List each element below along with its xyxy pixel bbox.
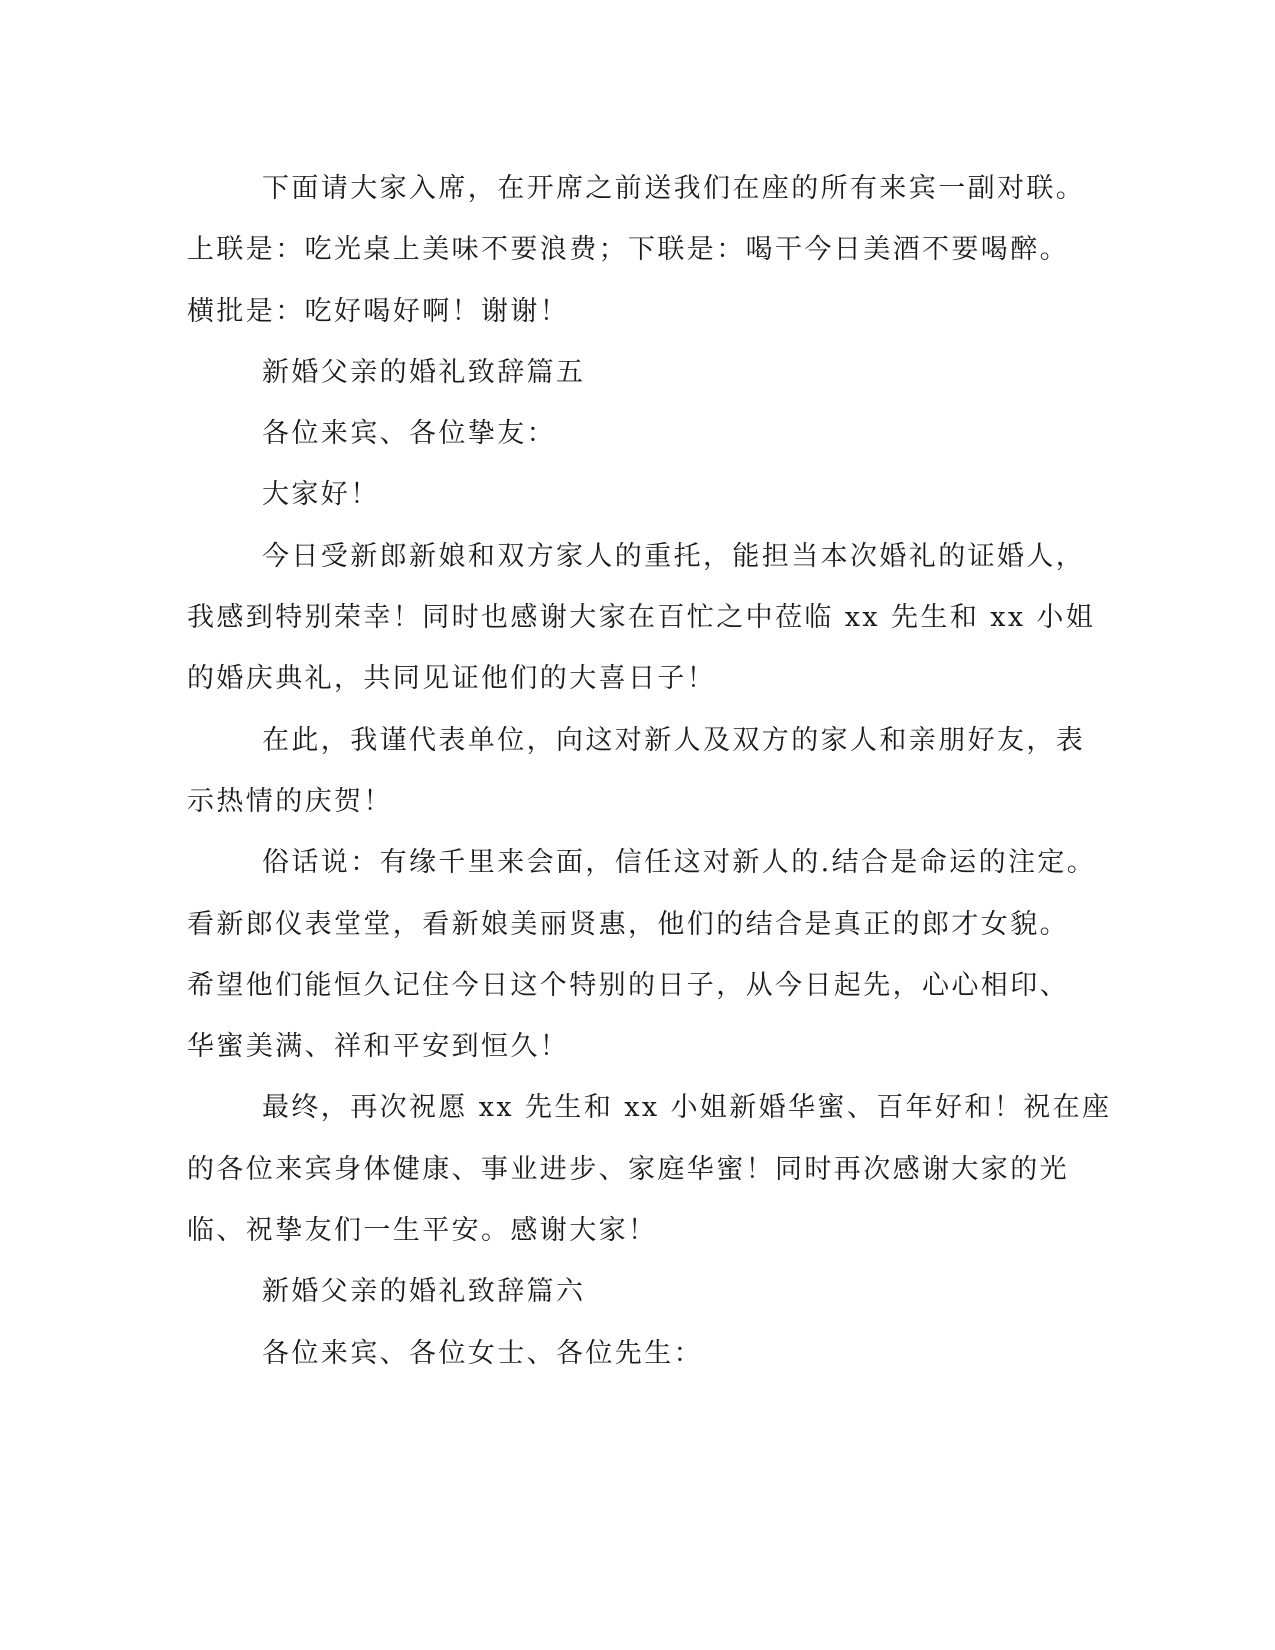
text-line: 看新郎仪表堂堂，看新娘美丽贤惠，他们的结合是真正的郎才女貌。 <box>187 908 1069 940</box>
text-line: 最终，再次祝愿 xx 先生和 xx 小姐新婚华蜜、百年好和！祝在座 <box>262 1092 1112 1124</box>
text-line: 在此，我谨代表单位，向这对新人及双方的家人和亲朋好友，表 <box>262 724 1086 756</box>
text-line: 俗话说：有缘千里来会面，信任这对新人的.结合是命运的注定。 <box>262 847 1097 879</box>
greeting: 大家好！ <box>262 479 380 511</box>
text-line: 上联是：吃光桌上美味不要浪费；下联是：喝干今日美酒不要喝醉。 <box>187 234 1069 266</box>
salutation: 各位来宾、各位女士、各位先生： <box>262 1337 703 1369</box>
text-line: 华蜜美满、祥和平安到恒久！ <box>187 1031 570 1063</box>
text-line: 横批是：吃好喝好啊！谢谢！ <box>187 295 570 327</box>
text-line: 示热情的庆贺！ <box>187 785 393 817</box>
text-line: 临、祝挚友们一生平安。感谢大家！ <box>187 1215 658 1247</box>
section-heading: 新婚父亲的婚礼致辞篇五 <box>262 356 586 388</box>
section-heading: 新婚父亲的婚礼致辞篇六 <box>262 1276 586 1308</box>
document-body <box>187 158 1112 1384</box>
text-line: 希望他们能恒久记住今日这个特别的日子，从今日起先，心心相印、 <box>187 969 1069 1001</box>
text-line: 下面请大家入席，在开席之前送我们在座的所有来宾一副对联。 <box>262 173 1086 204</box>
text-line: 我感到特别荣幸！同时也感谢大家在百忙之中莅临 xx 先生和 xx 小姐 <box>187 602 1096 634</box>
salutation: 各位来宾、各位挚友： <box>262 418 556 450</box>
text-line: 的婚庆典礼，共同见证他们的大喜日子！ <box>187 663 717 695</box>
text-line: 的各位来宾身体健康、事业进步、家庭华蜜！同时再次感谢大家的光 <box>187 1153 1069 1185</box>
text-line: 今日受新郎新娘和双方家人的重托，能担当本次婚礼的证婚人， <box>262 540 1086 572</box>
